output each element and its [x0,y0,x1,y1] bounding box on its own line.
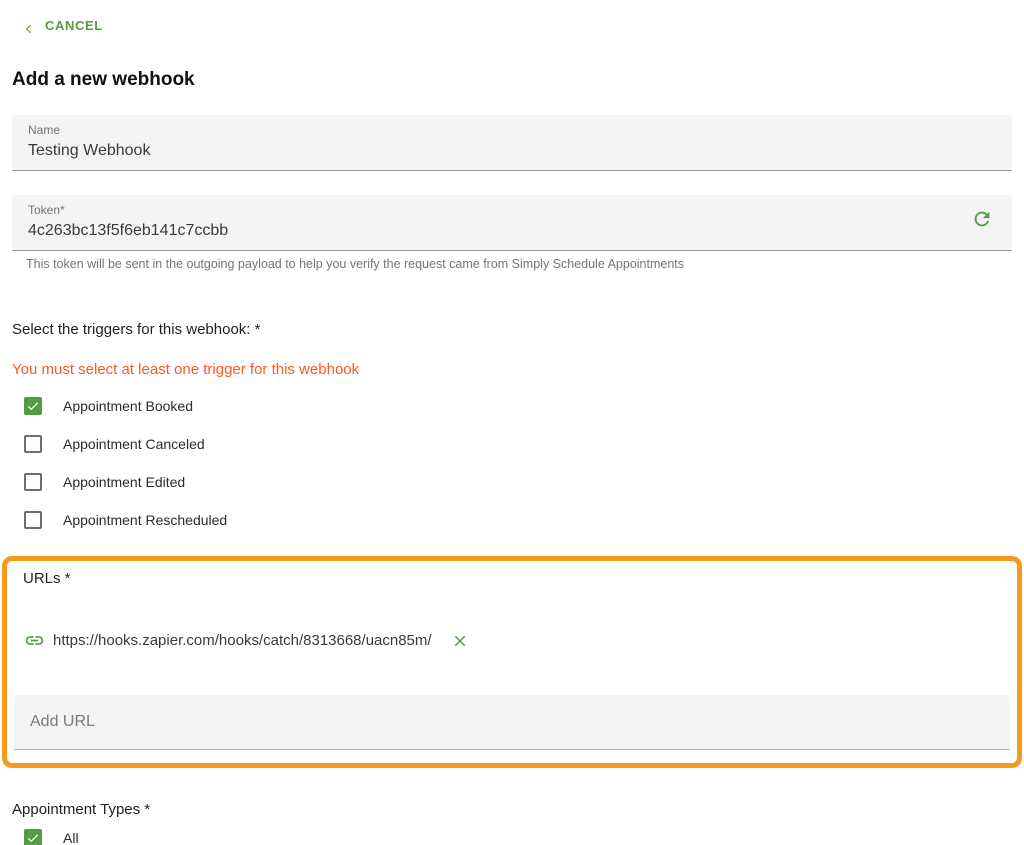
appointment-types-label: Appointment Types * [12,800,151,818]
trigger-appointment-rescheduled[interactable] [24,510,1012,530]
cancel-button[interactable] [24,18,103,33]
appointment-type-all[interactable] [24,828,1012,845]
cancel-button-label: CANCEL [45,18,103,33]
trigger-label: Appointment Edited [63,473,186,490]
trigger-label: Appointment Booked [63,397,193,414]
urls-section-label: URLs * [23,569,71,587]
close-icon [451,632,469,650]
refresh-token-icon [971,208,993,235]
urls-section-highlighted [2,556,1022,768]
appointment-type-label: All [63,829,79,845]
add-url-placeholder: Add URL [30,712,95,730]
trigger-label: Appointment Rescheduled [63,511,228,528]
checkbox-all-types[interactable] [24,829,42,845]
page-title: Add a new webhook [12,68,195,90]
add-url-input[interactable] [14,695,1010,750]
trigger-label: Appointment Canceled [63,435,205,452]
token-helper-text: This token will be sent in the outgoing payload to help you verify the request came from Simply Schedule Appointments [26,256,685,271]
url-list-item [24,629,1010,653]
checkbox-appointment-rescheduled[interactable] [24,511,42,529]
triggers-error-message: You must select at least one trigger for this webhook [12,360,360,378]
appointment-types-list [12,828,1012,845]
name-field[interactable] [12,115,1012,171]
checkbox-appointment-canceled[interactable] [24,435,42,453]
link-icon [24,630,45,651]
name-field-value: Testing Webhook [28,141,151,159]
chevron-left-icon [24,21,34,31]
check-icon [26,399,40,413]
url-value: https://hooks.zapier.com/hooks/catch/8313668/uacn85m/ [53,632,432,649]
triggers-section-label: Select the triggers for this webhook: * [12,320,261,338]
token-field-label: Token* [28,202,65,217]
trigger-appointment-booked[interactable] [24,396,1012,416]
checkbox-appointment-booked[interactable] [24,397,42,415]
triggers-checkbox-list [12,396,1012,530]
trigger-appointment-edited[interactable] [24,472,1012,492]
token-field-value: 4c263bc13f5f6eb141c7ccbb [28,221,229,239]
token-field[interactable] [12,195,1012,251]
checkbox-appointment-edited[interactable] [24,473,42,491]
name-field-label: Name [28,122,61,137]
remove-url-button[interactable] [450,631,470,651]
check-icon [26,831,40,845]
refresh-token-button[interactable] [970,210,994,234]
trigger-appointment-canceled[interactable] [24,434,1012,454]
